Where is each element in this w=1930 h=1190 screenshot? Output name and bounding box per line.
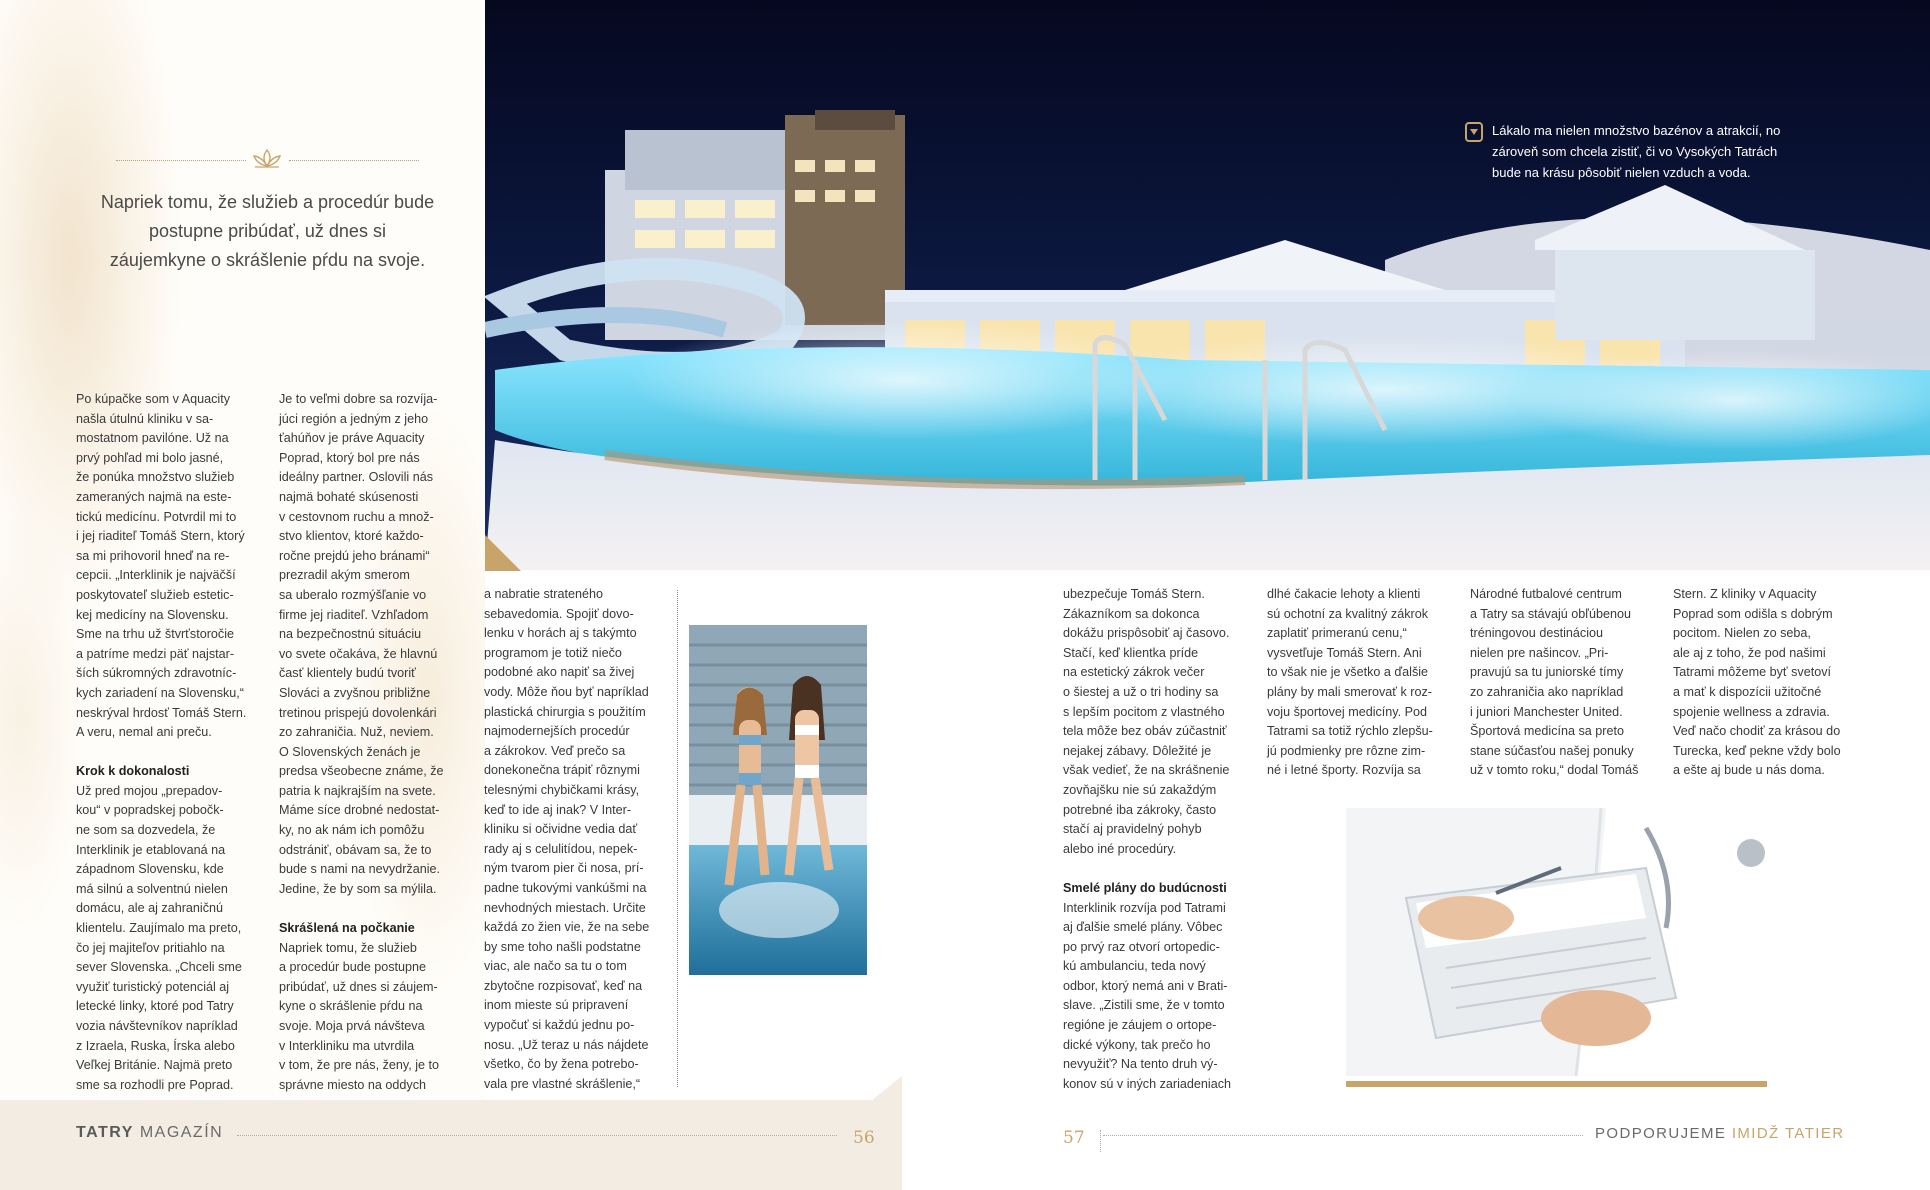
text-line: to však nie je všetko a ďalšie xyxy=(1267,665,1429,680)
text-line: dokážu prispôsobiť aj časovo. xyxy=(1063,626,1230,641)
text-line: podobné ako napiť sa živej xyxy=(484,665,635,680)
text-line: stvo klientov, ktoré každo- xyxy=(279,529,424,544)
subheading-skraslena-na-pockanie: Skrášlená na počkanie xyxy=(279,921,415,936)
text-line: o šiestej a už o tri hodiny sa xyxy=(1063,684,1219,699)
text-line: vysvetľuje Tomáš Stern. Ani xyxy=(1267,645,1422,660)
text-line: letecké linky, ktoré pod Tatry xyxy=(76,999,234,1014)
text-line: slave. „Zistili sme, že v tomto xyxy=(1063,998,1225,1013)
text-line: využiť turistický potenciál aj xyxy=(76,979,230,994)
text-line: by sme toho našli podstatne xyxy=(484,939,641,954)
text-line: donekonečna trápiť rôznymi xyxy=(484,763,640,778)
text-line: každá zo žien vie, že na sebe xyxy=(484,920,650,935)
text-line: v Interkliniku ma utvrdila xyxy=(279,1038,415,1053)
text-line: ne som sa dozvedela, že xyxy=(76,823,216,838)
text-line: kliniku si očividne vedia dať xyxy=(484,822,638,837)
text-line: zo zahraničia. Nuž, neviem. xyxy=(279,725,434,740)
text-line: zaplatiť primeranú cenu,“ xyxy=(1267,626,1407,641)
swimwear-women-photo xyxy=(689,625,867,975)
footer-rule-left xyxy=(237,1135,837,1136)
text-line: dické výkony, tak prečo ho xyxy=(1063,1037,1211,1052)
text-line: padne tukovými vankúšmi na xyxy=(484,880,647,895)
photo-caption xyxy=(1492,120,1792,183)
text-line: Máme síce drobné nedostat- xyxy=(279,803,440,818)
text-line: A veru, nemal ani preču. xyxy=(76,725,212,740)
text-line: ročne prejdú jeho bránami“ xyxy=(279,548,430,563)
text-line: aj ďalšie smelé plány. Vôbec xyxy=(1063,920,1223,935)
text-line: i juniori Manchester United. xyxy=(1470,704,1623,719)
column-2b-body xyxy=(279,939,464,1096)
text-line: Zákazníkom sa dokonca xyxy=(1063,606,1200,621)
text-line: a Tatry sa stávajú obľúbenou xyxy=(1470,606,1631,621)
text-line: kú ambulanciu, teda nový xyxy=(1063,959,1206,974)
text-line: Veľkej Británie. Najmä preto xyxy=(76,1058,233,1073)
article-column-6 xyxy=(1470,585,1660,781)
text-line: plastická chirurgia s použitím xyxy=(484,704,646,719)
text-line: predsa všeobecne známe, že xyxy=(279,764,444,779)
text-line: Športová medicína sa preto xyxy=(1470,724,1625,739)
text-line: už v tomto roku,“ dodal Tomáš xyxy=(1470,763,1639,778)
text-line: domácu, ale aj zahraničnú xyxy=(76,901,224,916)
page-number-right: 57 xyxy=(1063,1128,1085,1148)
text-line: a zákrokov. Veď prečo sa xyxy=(484,743,626,758)
text-line: stačí aj pravidelný pohyb xyxy=(1063,822,1202,837)
column-1-body xyxy=(76,390,261,743)
text-line: pribúdať, už dnes si záujem- xyxy=(279,979,438,994)
text-line: Po kúpačke som v Aquacity xyxy=(76,392,231,406)
article-column-2 xyxy=(279,390,464,1095)
article-column-5 xyxy=(1267,585,1457,781)
text-line: a mať k dispozícii užitočné xyxy=(1673,684,1822,699)
text-line: konov sú v iných zariadeniach xyxy=(1063,1076,1232,1091)
text-line: kej medicíny na Slovensku. xyxy=(76,607,229,622)
text-line: a procedúr bude postupne xyxy=(279,960,427,975)
doctor-clipboard-photo xyxy=(1346,808,1767,1076)
text-line: nevhodných miestach. Určite xyxy=(484,900,646,915)
text-line: O Slovenských ženách je xyxy=(279,744,421,759)
text-line: a ešte aj bude u nás doma. xyxy=(1673,763,1825,778)
text-line: vo svete očakáva, že hlavnú xyxy=(279,646,438,661)
section-title xyxy=(1595,1125,1844,1142)
text-line: prvý pohľad mi bolo jasné, xyxy=(76,450,224,465)
text-line: tréningovou destináciou xyxy=(1470,626,1604,641)
quote-rule-left xyxy=(116,160,246,161)
photo-accent-bar xyxy=(1346,1081,1767,1087)
text-line: s lepším pocitom z vlastného xyxy=(1063,704,1225,719)
article-column-3 xyxy=(484,585,669,1094)
caption-arrow-icon xyxy=(1465,122,1483,142)
text-line: programom je totiž niečo xyxy=(484,645,622,660)
text-line: neskrýval hrdosť Tomáš Stern. xyxy=(76,705,247,720)
text-line: ubezpečuje Tomáš Stern. xyxy=(1063,587,1205,601)
text-line: vypočuť si každú jednu po- xyxy=(484,1018,635,1033)
text-line: dlhé čakacie lehoty a klienti xyxy=(1267,587,1421,601)
text-line: ťahúňov je práve Aquacity xyxy=(279,431,425,446)
text-line: Národné futbalové centrum xyxy=(1470,587,1622,601)
text-line: zo zahraničia ako napríklad xyxy=(1470,684,1624,699)
text-line: že ponúka množstvo služieb xyxy=(76,470,235,485)
text-line: Už pred mojou „prepadov- xyxy=(76,783,223,798)
text-line: patria k najkrajším na svete. xyxy=(279,783,436,798)
text-line: telesnými chybičkami krásy, xyxy=(484,782,640,797)
section-title-accent: IMIDŽ TATIER xyxy=(1731,1125,1845,1142)
text-line: Sme na trhu už štvrťstoročie xyxy=(76,627,235,642)
text-line: najmä bohaté skúsenosti xyxy=(279,489,419,504)
text-line: Slováci a zvyšnou približne xyxy=(279,685,431,700)
text-line: kou“ v popradskej pobočk- xyxy=(76,803,224,818)
text-line: Turecka, keď pekne vždy bolo xyxy=(1673,743,1841,758)
magazine-name-light: MAGAZÍN xyxy=(139,1124,224,1141)
text-line: nosu. „Už teraz u nás nájdete xyxy=(484,1037,649,1052)
text-line: bude s nami na nevydržanie. xyxy=(279,862,441,877)
text-line: Veď načo chodiť za krásou do xyxy=(1673,724,1841,739)
article-column-1 xyxy=(76,390,261,1095)
text-line: časť klientely budú tvoriť xyxy=(279,666,416,681)
photo-corner-accent xyxy=(485,535,521,571)
text-line: ným tvarom pier či nosa, prí- xyxy=(484,861,644,876)
text-line: pravujú sa tu juniorské tímy xyxy=(1470,665,1624,680)
pull-quote: Napriek tomu, že služieb a procedúr bude postupne pribúdať, už dnes si záujemkyne o skrášlenie pŕdu na svoje. xyxy=(100,192,435,270)
text-line: sebavedomia. Spojiť dovo- xyxy=(484,606,634,621)
text-line: cepcii. „Interklinik je najväčší xyxy=(76,568,236,583)
text-line: ky, no ak nám ich pomôžu xyxy=(279,823,425,838)
text-line: Tatrami sa totiž rýchlo zlepšu- xyxy=(1267,724,1433,739)
text-line: tela môže bez obáv zúčastniť xyxy=(1063,724,1227,739)
footer-rule-tick xyxy=(1100,1130,1101,1152)
text-line: svoje. Moja prvá návšteva xyxy=(279,1019,425,1033)
magazine-name xyxy=(76,1124,223,1142)
text-line: kych zariadení na Slovensku,“ xyxy=(76,685,245,700)
text-line: prezradil akým smerom xyxy=(279,568,410,583)
text-line: potrebné iba zákroky, často xyxy=(1063,802,1217,817)
subheading-smele-plany: Smelé plány do budúcnosti xyxy=(1063,880,1227,895)
column-6-body xyxy=(1470,585,1660,781)
text-line: né i letné športy. Rozvíja sa xyxy=(1267,763,1421,778)
text-line: sa mi prihovoril hneď na re- xyxy=(76,548,230,563)
text-line: rady aj s celulitídou, nepek- xyxy=(484,841,638,856)
text-line: viac, ale načo sa tu o tom xyxy=(484,959,627,974)
text-line: však vedieť, že na skrášnenie xyxy=(1063,763,1230,778)
column-3-body xyxy=(484,585,669,1094)
text-line: Je to veľmi dobre sa rozvíja- xyxy=(279,392,438,406)
text-line: vody. Môže ňou byť napríklad xyxy=(484,684,649,699)
text-line: plány by mali smerovať k roz- xyxy=(1267,684,1432,699)
text-line: Tatrami môžeme byť svetoví xyxy=(1673,665,1831,680)
text-line: Napriek tomu, že služieb xyxy=(279,940,417,955)
text-line: alebo iné procedúry. xyxy=(1063,841,1177,856)
text-line: a patríme medzi päť najstar- xyxy=(76,646,235,661)
column-7-body xyxy=(1673,585,1863,781)
text-line: lenku v horách aj s takýmto xyxy=(484,626,637,641)
text-line: regióne je záujem o ortope- xyxy=(1063,1018,1217,1033)
text-line: Jedine, že by som sa mýlila. xyxy=(279,881,437,896)
text-line: zameraných najmä na este- xyxy=(76,489,232,504)
section-title-plain: PODPORUJEME xyxy=(1595,1125,1727,1142)
text-line: stane súčasťou našej ponuky xyxy=(1470,743,1634,758)
text-line: ších súkromných zdravotníc- xyxy=(76,666,237,681)
text-line: poskytovateľ služieb estetic- xyxy=(76,587,234,602)
text-line: inom mieste sú pripravení xyxy=(484,998,629,1013)
text-line: sme sa rozhodli pre Poprad. xyxy=(76,1077,234,1092)
magazine-name-bold: TATRY xyxy=(76,1124,134,1141)
quote-rule-right xyxy=(289,160,419,161)
text-line: voju športovej medicíny. Pod xyxy=(1267,704,1428,719)
text-line: z Izraela, Ruska, Írska alebo xyxy=(76,1038,235,1053)
column-4b-body xyxy=(1063,899,1253,1095)
article-column-7 xyxy=(1673,585,1863,781)
text-line: ideálny partner. Oslovili nás xyxy=(279,470,434,485)
footer-left-band xyxy=(0,1100,902,1190)
text-line: firme jej riaditeľ. Vzhľadom xyxy=(279,607,429,622)
text-line: vala pre vlastné skrášlenie,“ xyxy=(484,1076,641,1091)
text-line: nielen pre našincov. „Pri- xyxy=(1470,645,1609,660)
text-line: pocitom. Nielen zo seba, xyxy=(1673,626,1811,641)
subheading-krok-k-dokonalosti: Krok k dokonalosti xyxy=(76,764,190,779)
text-line: Interklinik je etablovaná na xyxy=(76,842,226,857)
text-line: sever Slovenska. „Chceli sme xyxy=(76,960,242,975)
text-line: Stačí, keď klientka príde xyxy=(1063,645,1199,660)
text-line: odbor, ktorý nemá ani v Brati- xyxy=(1063,978,1228,993)
text-line: Poprad som odišla s dobrým xyxy=(1673,606,1833,621)
lotus-ornament-icon xyxy=(251,148,283,170)
text-line: našla útulnú kliniku v sa- xyxy=(76,411,214,426)
text-line: keď to ide aj inak? V Inter- xyxy=(484,802,632,817)
text-line: Interklinik rozvíja pod Tatrami xyxy=(1063,900,1226,915)
text-line: ale aj z toho, že pod našimi xyxy=(1673,645,1826,660)
text-line: sú ochotní za kvalitný zákrok xyxy=(1267,606,1428,621)
footer-rule-right xyxy=(1103,1135,1583,1136)
text-line: nejakej zábavy. Dôležité je xyxy=(1063,743,1212,758)
column-5-body xyxy=(1267,585,1457,781)
text-line: mostatnom pavilóne. Už na xyxy=(76,431,229,446)
text-line: má silnú a solventnú nielen xyxy=(76,881,228,896)
column-divider xyxy=(677,590,678,1087)
text-line: na estetický zákrok večer xyxy=(1063,665,1205,680)
column-2-body xyxy=(279,390,464,899)
text-line: júci región a jedným z jeho xyxy=(279,411,429,426)
text-line: najmodernejších procedúr xyxy=(484,724,630,739)
text-line: na bezpečnostnú situáciu xyxy=(279,627,422,642)
text-line: po prvý raz otvorí ortopedic- xyxy=(1063,939,1220,954)
text-line: spojenie wellness a zdravia. xyxy=(1673,704,1830,719)
text-line: správne miesto na oddych xyxy=(279,1077,427,1092)
text-line: sa uberalo rozmýšľanie vo xyxy=(279,587,427,602)
text-line: nevyužiť? Na tento druh vý- xyxy=(1063,1057,1218,1072)
column-1b-body xyxy=(76,782,261,1096)
column-4-body xyxy=(1063,585,1253,859)
text-line: klientelu. Zaujímalo ma preto, xyxy=(76,921,242,936)
page-number-left: 56 xyxy=(853,1128,875,1148)
text-line: kyne o skrášlenie pŕdu na xyxy=(279,999,423,1014)
photo-caption-text: Lákalo ma nielen množstvo bazénov a atrakcií, no zároveň som chcela zistiť, či vo Vysokých Tatrách bude na krásu pôsobiť nielen vzduch a voda. xyxy=(1492,123,1781,180)
text-line: v tom, že pre nás, ženy, je to xyxy=(279,1058,440,1073)
text-line: čo jej majiteľov pritiahlo na xyxy=(76,940,225,955)
text-line: vozia návštevníkov napríklad xyxy=(76,1019,238,1033)
text-line: tretinou prispejú dovolenkári xyxy=(279,705,437,720)
text-line: odstrániť, obávam sa, že to xyxy=(279,842,432,857)
text-line: západnom Slovensku, kde xyxy=(76,862,224,877)
article-column-4 xyxy=(1063,585,1253,1094)
text-line: všetko, čo by žena potrebo- xyxy=(484,1057,639,1072)
text-line: a nabratie strateného xyxy=(484,587,604,601)
text-line: tickú medicínu. Potvrdil mi to xyxy=(76,509,237,524)
text-line: Poprad, ktorý bol pre nás xyxy=(279,450,420,465)
text-line: v cestovnom ruchu a množ- xyxy=(279,509,434,524)
text-line: Stern. Z kliniky v Aquacity xyxy=(1673,587,1817,601)
text-line: i jej riaditeľ Tomáš Stern, ktorý xyxy=(76,529,245,544)
text-line: zovňajšku nie sú zakaždým xyxy=(1063,782,1217,797)
text-line: jú podmienky pre rôzne zim- xyxy=(1267,743,1426,758)
text-line: zbytočne rozpisovať, keď na xyxy=(484,978,643,993)
aquacity-night-photo xyxy=(485,0,1930,570)
